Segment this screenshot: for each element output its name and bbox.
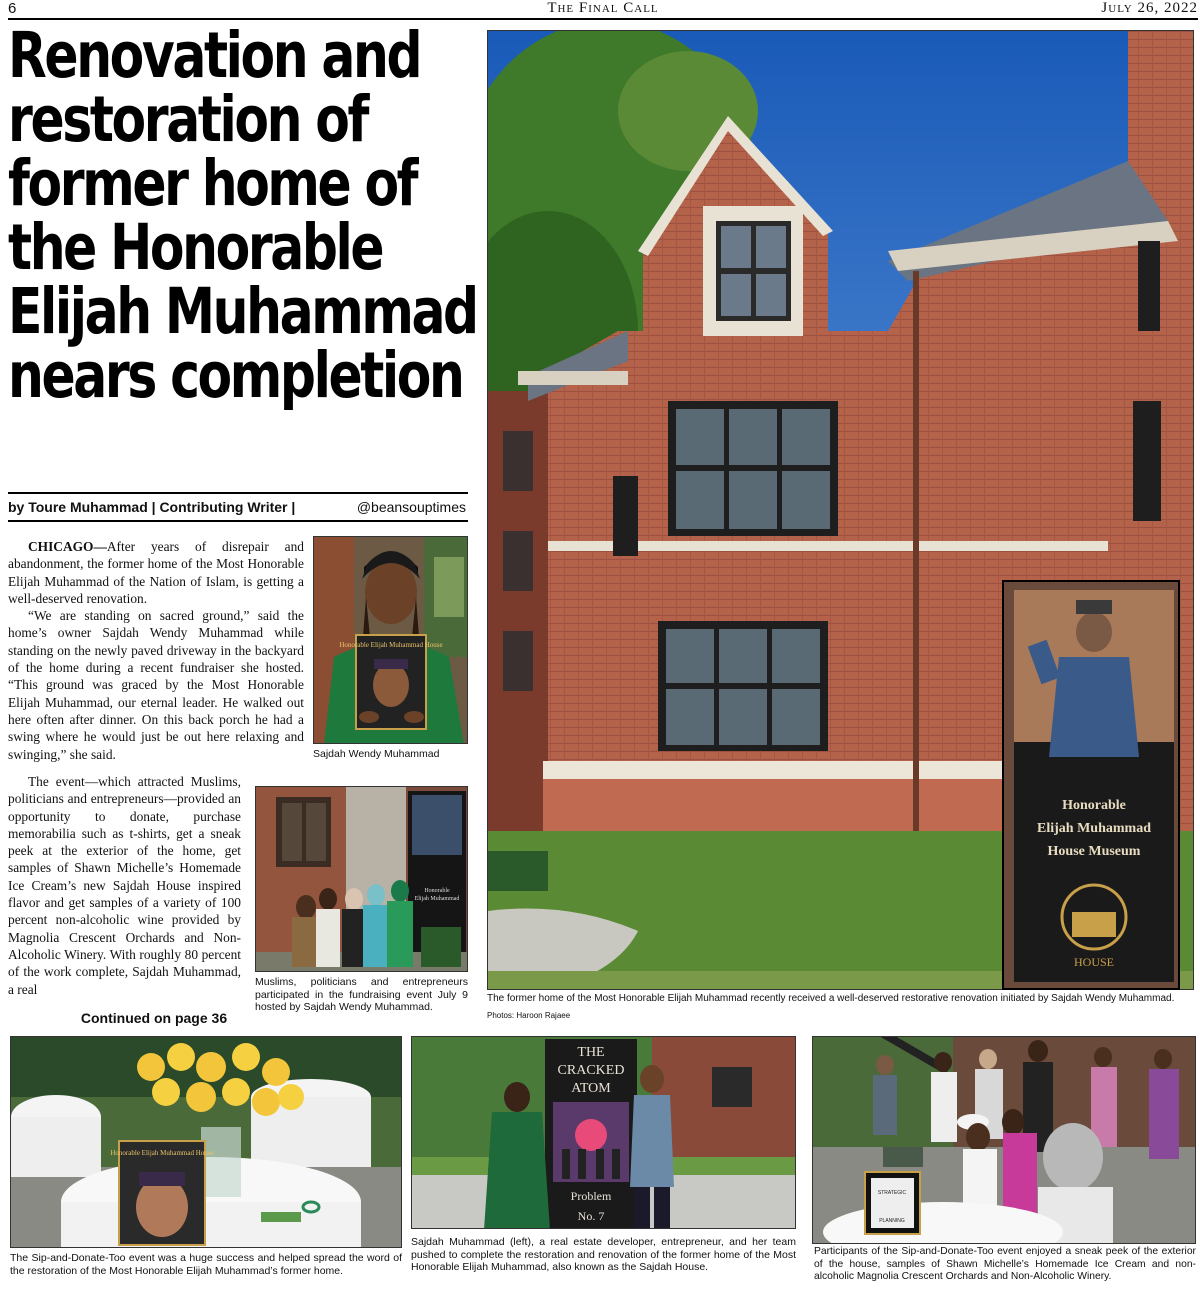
crowd-photo <box>812 1036 1196 1244</box>
dateline: CHICAGO— <box>28 539 107 554</box>
table-caption: The Sip-and-Donate-Too event was a huge success and helped spread the word of the restoration of the Most Honorable Elijah Muhammad’s former home. <box>10 1252 402 1277</box>
article-paragraph: After years of disrepair and abandonment, the former home of the Most Honorable Elijah Muhammad of the Nation of Islam, is getting a well-deserved renovation. <box>8 539 304 606</box>
page-header <box>8 0 1198 20</box>
museum-banner-photo <box>1002 580 1180 990</box>
article-body-bottom <box>8 773 241 998</box>
table-flowers-photo <box>10 1036 402 1248</box>
continued-note: Continued on page 36 <box>80 1010 228 1026</box>
banner-footer-text: HOUSE <box>1073 955 1115 969</box>
portrait-caption: Sajdah Wendy Muhammad <box>313 748 440 760</box>
atom-banner-line: CRACKED <box>557 1063 625 1078</box>
photo-credit: Photos: Haroon Rajaee <box>487 1011 571 1020</box>
byline-author: by Toure Muhammad | Contributing Writer | <box>8 499 296 515</box>
article-paragraph: “We are standing on sacred ground,” said the home’s owner Sajdah Wendy Muhammad while standing on the newly paved driveway in the backyard of the home during a recent fundraiser she hosted. “This ground was graced by the Most Honorable Elijah Muhammad, our eternal leader. He walked out here often after dinner. On this back porch he had a swing where he would just be out here relaxing and swinging,” she said. <box>8 608 304 762</box>
headline-line: former home of <box>8 147 417 220</box>
svg-text:Honorable: Honorable <box>424 888 450 894</box>
article-paragraph: The event—which attracted Muslims, politicians and entrepreneurs—provided an opportunity to donate, purchase memorabilia such as t-shirts, get a sneak peek at the exterior of the home, get samples of Shawn Michelle’s Homemade Ice Cream’s new Sajdah House inspired flavor and get samples of a variety of 100 percent non-alcoholic wine provided by Magnolia Crescent Orchards and Non-Alcoholic Winery. With roughly 80 percent of the work complete, Sajdah Muhammad, a real <box>8 774 241 997</box>
couple-photo <box>411 1036 796 1229</box>
headline-line: Renovation and <box>8 19 421 92</box>
couple-caption: Sajdah Muhammad (left), a real estate developer, entrepreneur, and her team pushed to complete the restoration and renovation of the former home of the Most Honorable Elijah Muhammad, also known as the Sajdah House. <box>411 1236 796 1273</box>
issue-date: July 26, 2022 <box>1101 0 1198 16</box>
publication-name: The Final Call <box>547 0 659 16</box>
atom-banner-line: Problem <box>570 1189 612 1203</box>
crowd-caption: Participants of the Sip-and-Donate-Too event enjoyed a sneak peek of the exterior of the house, samples of Shawn Michelle’s Homemade Ice Cream and non-alcoholic Magnolia Crescent Orchards and Non-Alcoholic Winery. <box>814 1246 1196 1282</box>
banner-text-line: Honorable <box>1062 798 1126 813</box>
headline-line: the Honorable <box>8 211 383 284</box>
atom-banner-line: No. 7 <box>577 1209 605 1223</box>
article-body-top <box>8 538 304 763</box>
svg-text:Elijah Muhammad: Elijah Muhammad <box>414 896 460 902</box>
portrait-photo <box>313 536 468 744</box>
headline-line: restoration of <box>8 83 367 156</box>
headline-line: Elijah Muhammad <box>8 275 477 348</box>
banner-text-line: Elijah Muhammad <box>1037 821 1151 836</box>
house-caption: The former home of the Most Honorable Elijah Muhammad recently received a well-deserved restorative renovation initiated by Sajdah Wendy Muhammad. <box>487 993 1175 1004</box>
atom-banner-line: ATOM <box>571 1081 611 1096</box>
book-title-text: Honorable Elijah Muhammad House <box>110 1149 214 1157</box>
byline-handle: @beansouptimes <box>356 499 466 515</box>
byline <box>8 492 468 522</box>
headline-line: nears completion <box>8 339 463 412</box>
headline <box>8 19 477 412</box>
page-number: 6 <box>8 0 17 17</box>
crowd-sign-line: STRATEGIC <box>877 1190 907 1196</box>
crowd-sign-line: PLANNING <box>879 1218 905 1224</box>
book-title-text: Honorable Elijah Muhammad House <box>339 641 443 649</box>
atom-banner-line: THE <box>577 1045 605 1060</box>
banner-text-line: House Museum <box>1047 844 1141 859</box>
group-photo <box>255 786 468 972</box>
group-caption: Muslims, politicians and entrepreneurs participated in the fundraising event July 9 hosted by Sajdah Wendy Muhammad. <box>255 976 468 1013</box>
